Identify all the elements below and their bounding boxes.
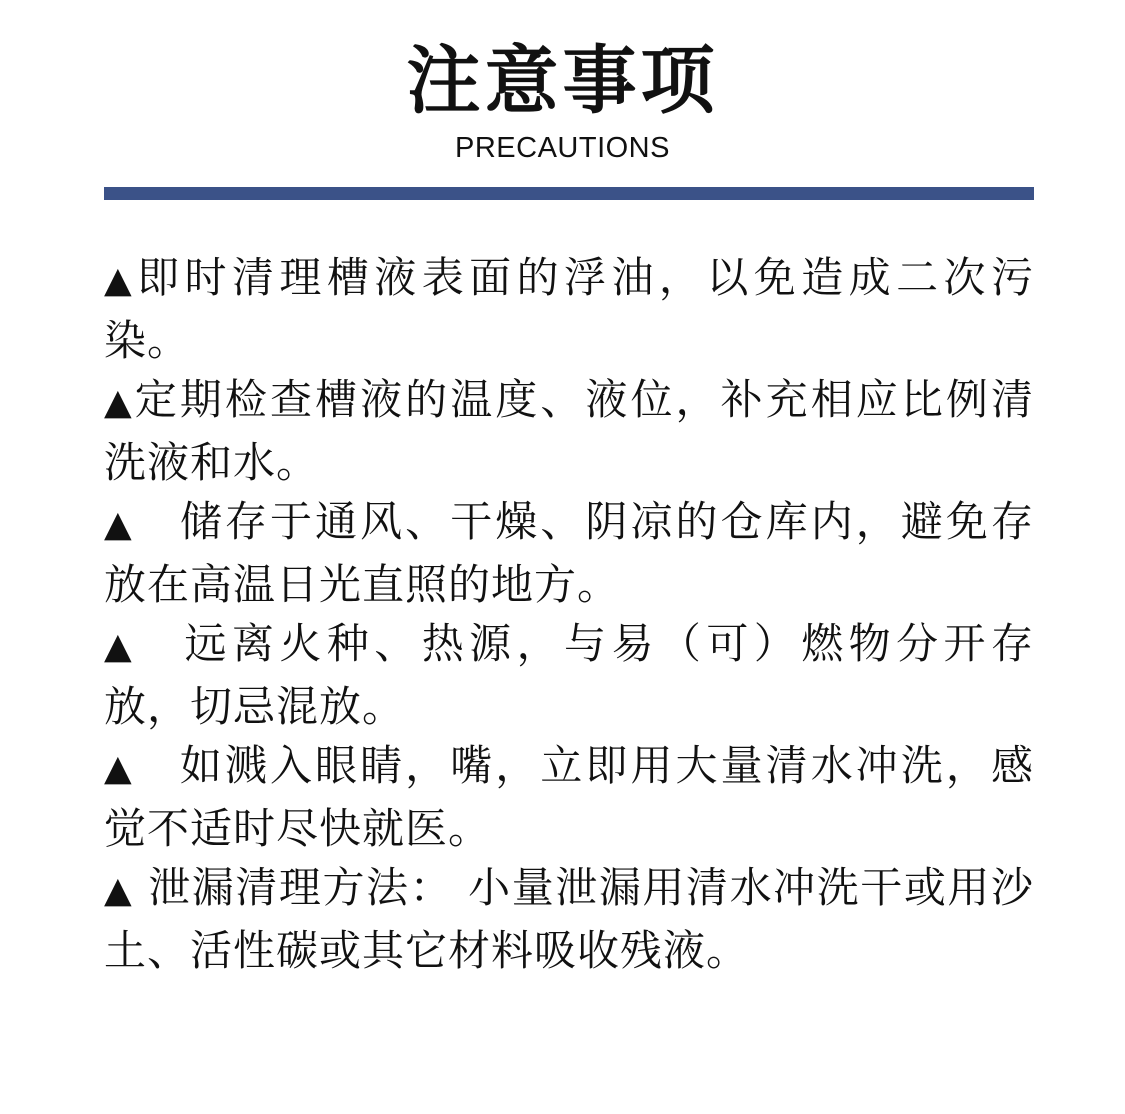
triangle-bullet-icon: ▲ bbox=[104, 382, 135, 423]
triangle-bullet-icon: ▲ bbox=[104, 870, 134, 911]
triangle-bullet-icon: ▲ bbox=[104, 626, 138, 667]
precaution-item bbox=[104, 370, 1034, 492]
precaution-item bbox=[104, 736, 1034, 858]
triangle-bullet-icon: ▲ bbox=[104, 260, 138, 301]
precaution-text: 定期检查槽液的温度、液位，补充相应比例清洗液和水。 bbox=[104, 375, 1034, 487]
precaution-text: 远离火种、热源，与易（可）燃物分开存放，切忌混放。 bbox=[104, 619, 1034, 731]
page-subtitle: PRECAUTIONS bbox=[455, 132, 670, 164]
precaution-item bbox=[104, 614, 1034, 736]
precaution-text: 如溅入眼睛，嘴，立即用大量清水冲洗，感觉不适时尽快就医。 bbox=[104, 741, 1034, 853]
precaution-item bbox=[104, 248, 1034, 370]
triangle-bullet-icon: ▲ bbox=[104, 504, 135, 545]
triangle-bullet-icon: ▲ bbox=[104, 748, 135, 789]
precautions-list bbox=[104, 248, 1034, 980]
precaution-item bbox=[104, 492, 1034, 614]
page-title: 注意事项 bbox=[406, 38, 719, 124]
title-divider bbox=[104, 187, 1034, 200]
precaution-text: 储存于通风、干燥、阴凉的仓库内，避免存放在高温日光直照的地方。 bbox=[104, 497, 1034, 609]
precaution-item bbox=[104, 858, 1034, 980]
precaution-text: 即时清理槽液表面的浮油，以免造成二次污染。 bbox=[104, 253, 1034, 365]
precaution-text: 泄漏清理方法： 小量泄漏用清水冲洗干或用沙土、活性碳或其它材料吸收残液。 bbox=[104, 863, 1035, 975]
